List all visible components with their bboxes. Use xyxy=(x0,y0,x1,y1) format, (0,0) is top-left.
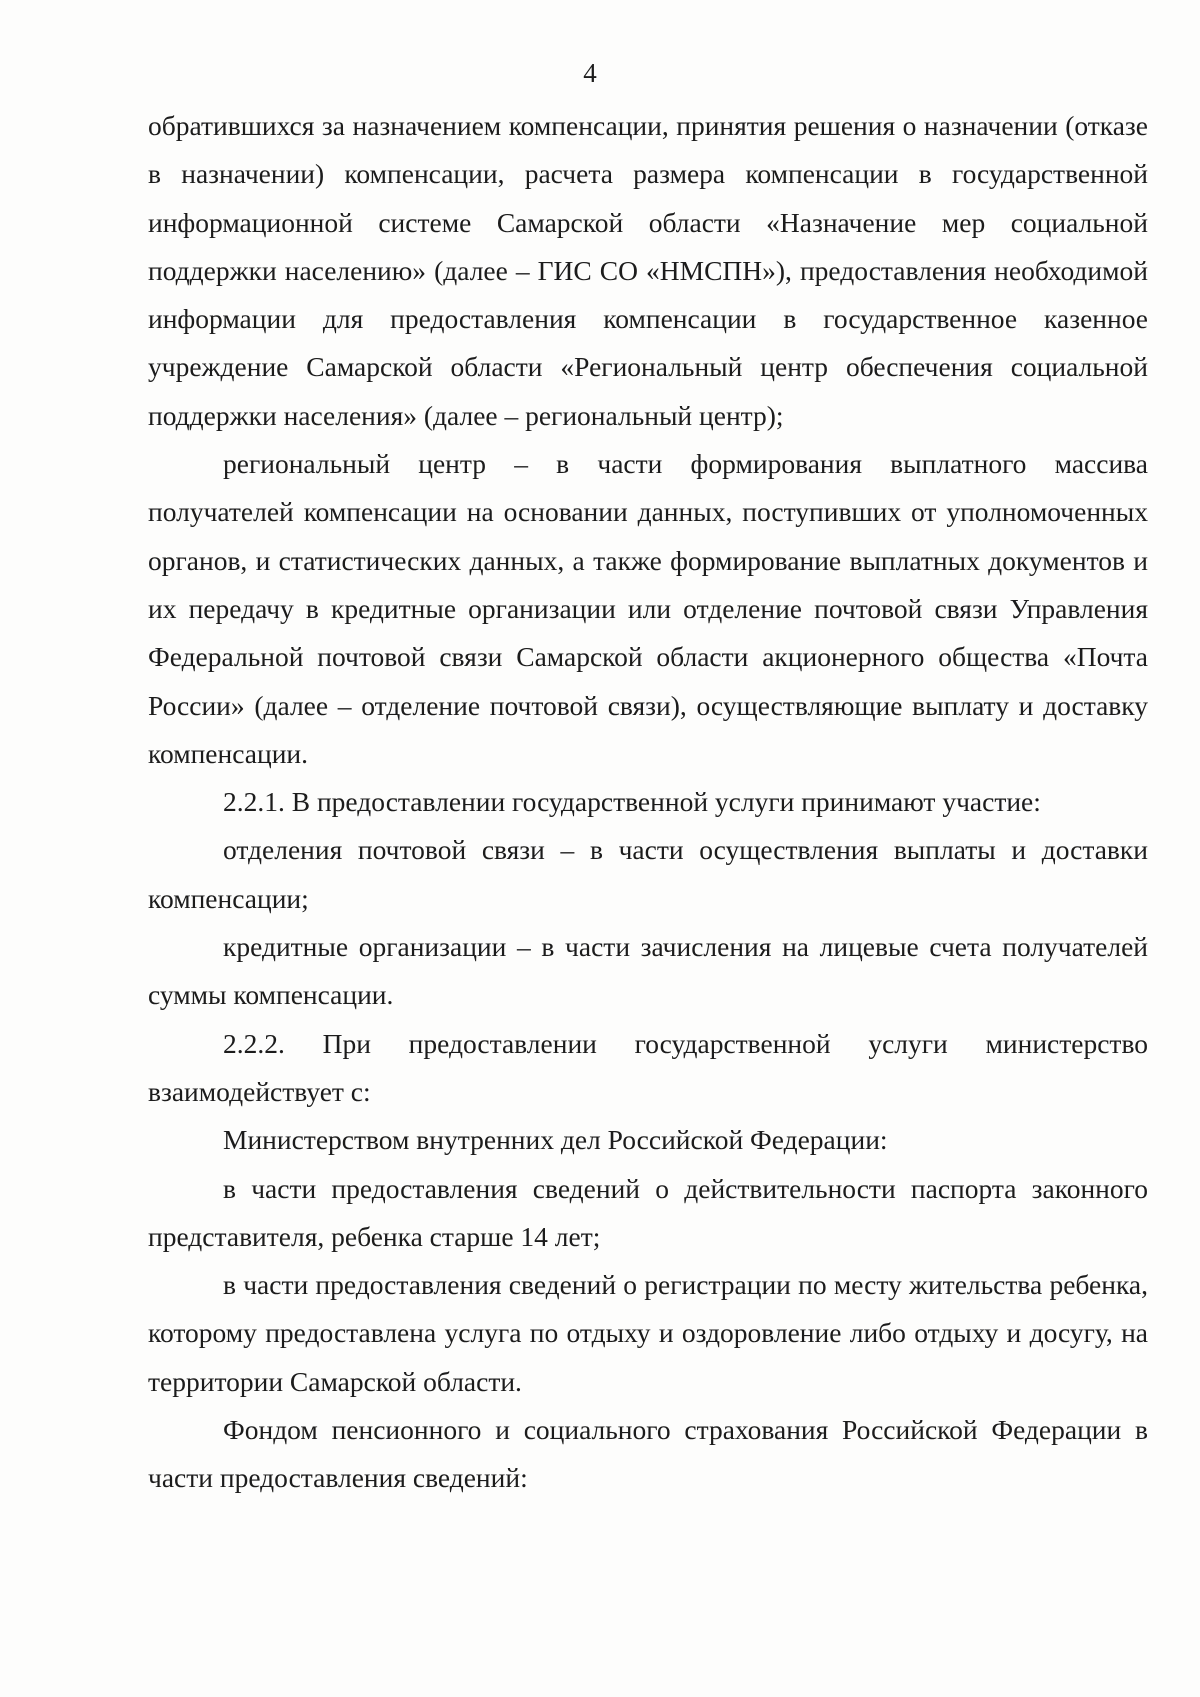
paragraph-interior-ministry: Министерством внутренних дел Российской Федерации: xyxy=(223,1124,888,1156)
paragraph-regional-center: региональный центр – в части формирования выплатного массива получателей компенсации на основании данных, поступивших от уполномоченных органов, и статистических данных, а также формирование выплатных документов и их передачу в кредитные организации или отделение почтовой связи Управления Федеральной почтовой связи Самарской области акционерного общества «Почта России» (далее – отделение почтовой связи), осуществляющие выплату и доставку компенсации. xyxy=(148,448,1148,769)
paragraph-passport-validity: в части предоставления сведений о действительности паспорта законного представителя, ребенка старше 14 лет; xyxy=(148,1172,1148,1252)
paragraph-section-2-2-1: 2.2.1. В предоставлении государственной услуги принимают участие: xyxy=(223,786,1041,818)
paragraph-residence-registration: в части предоставления сведений о регистрации по месту жительства ребенка, которому предоставлена услуга по отдыху и оздоровление либо отдыху и досугу, на территории Самарской области. xyxy=(148,1269,1148,1397)
paragraph-postal-offices: отделения почтовой связи – в части осуществления выплаты и доставки компенсации; xyxy=(148,834,1148,914)
paragraph-credit-organizations: кредитные организации – в части зачисления на лицевые счета получателей суммы компенсации. xyxy=(148,931,1148,1011)
document-body xyxy=(148,102,1148,1503)
page-number: 4 xyxy=(583,58,597,88)
paragraph-continuation: обратившихся за назначением компенсации, принятия решения о назначении (отказе в назначении) компенсации, расчета размера компенсации в государственной информационной системе Самарской области «Назначение мер социальной поддержки населению» (далее – ГИС СО «НМСПН»), предоставления необходимой информации для предоставления компенсации в государственное казенное учреждение Самарской области «Региональный центр обеспечения социальной поддержки населения» (далее – региональный центр); xyxy=(148,110,1148,431)
paragraph-section-2-2-2: 2.2.2. При предоставлении государственной услуги министерство взаимодействует с: xyxy=(148,1027,1148,1107)
paragraph-pension-fund: Фондом пенсионного и социального страхования Российской Федерации в части предоставления сведений: xyxy=(148,1414,1148,1494)
